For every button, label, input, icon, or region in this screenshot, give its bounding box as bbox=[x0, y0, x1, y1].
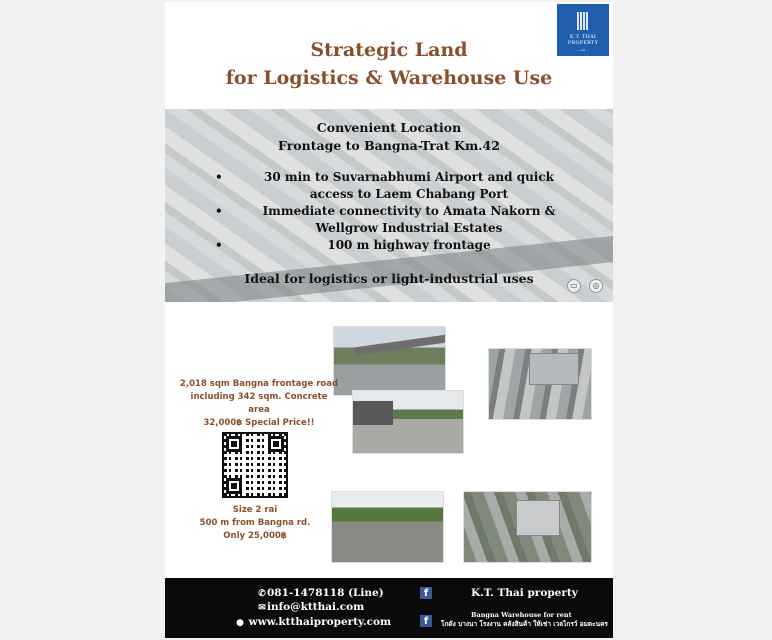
heading-line2: Frontage to Bangna-Trat Km.42 bbox=[278, 138, 500, 153]
email-contact[interactable] bbox=[257, 600, 364, 615]
email-icon: ✉ bbox=[258, 603, 266, 613]
warehouse-roof bbox=[529, 353, 579, 385]
feature-list bbox=[215, 169, 565, 254]
heading-line1: Convenient Location bbox=[316, 120, 462, 135]
feature-text: 100 m highway frontage bbox=[327, 238, 491, 252]
feature-item bbox=[215, 203, 565, 237]
feature-item bbox=[215, 237, 565, 254]
map-control-icon[interactable]: ▭ bbox=[567, 279, 581, 293]
listing-1-details bbox=[179, 378, 339, 430]
photo-aerial-land bbox=[463, 491, 592, 563]
photo-concrete-yard bbox=[352, 390, 464, 454]
title-line2: for Logistics & Warehouse Use bbox=[225, 67, 553, 89]
qr-code-icon[interactable] bbox=[222, 432, 288, 498]
feature-text: Immediate connectivity to Amata Nakorn & Wellgrow Industrial Estates bbox=[262, 204, 556, 235]
facebook-group-title[interactable]: Bangna Warehouse for rent bbox=[471, 611, 572, 619]
logo-name-line2: PROPERTY bbox=[567, 40, 599, 46]
website-contact[interactable] bbox=[235, 615, 391, 630]
overpass bbox=[354, 335, 446, 356]
bullet-icon: • bbox=[215, 238, 223, 252]
facebook-icon[interactable]: f bbox=[420, 615, 432, 627]
photo-vacant-land bbox=[331, 491, 444, 563]
qr-finder bbox=[226, 436, 242, 452]
listing-2-price: Only 25,000฿ bbox=[223, 531, 287, 541]
phone-icon: ✆ bbox=[258, 589, 266, 599]
facebook-icon[interactable]: f bbox=[420, 587, 432, 599]
listing-2-details bbox=[185, 504, 325, 543]
facebook-group-subtitle[interactable]: โกดัง บางนา โรงงาน คลังสินค้า ให้เช่า เวลไกรว์ อมตะนคร bbox=[441, 620, 608, 628]
feature-text: 30 min to Suvarnabhumi Airport and quick access to Laem Chabang Port bbox=[264, 170, 554, 201]
photo-site-highway bbox=[333, 326, 446, 396]
email-address: info@ktthai.com bbox=[267, 601, 365, 613]
listing-1-size: 2,018 sqm Bangna frontage road bbox=[179, 379, 339, 389]
feature-item bbox=[215, 169, 565, 203]
photo-aerial-warehouse bbox=[488, 348, 592, 420]
qr-finder bbox=[226, 478, 242, 494]
banner-text bbox=[165, 109, 613, 302]
logo-tagline: — est — bbox=[576, 48, 590, 52]
ideal-use: Ideal for logistics or light-industrial uses bbox=[244, 271, 534, 286]
banner-heading bbox=[165, 119, 613, 155]
phone-number: 081-1478118 (Line) bbox=[267, 587, 384, 599]
qr-finder bbox=[268, 436, 284, 452]
logo-name-line1: K.T. THAI bbox=[569, 34, 597, 40]
facebook-page-name[interactable]: K.T. Thai property bbox=[471, 587, 578, 599]
flyer bbox=[165, 2, 613, 638]
listing-1-price: 32,000฿ Special Price!! bbox=[203, 418, 315, 428]
bullet-icon: • bbox=[215, 170, 223, 184]
bullet-icon: • bbox=[215, 204, 223, 218]
listing-2-distance: 500 m from Bangna rd. bbox=[199, 518, 311, 528]
listing-2-size: Size 2 rai bbox=[232, 505, 278, 515]
shed bbox=[353, 401, 393, 425]
building-icon bbox=[577, 12, 589, 30]
phone-contact[interactable] bbox=[257, 586, 384, 601]
aerial-banner bbox=[165, 109, 613, 302]
listing-1-concrete: including 342 sqm. Concrete area bbox=[190, 392, 328, 415]
contact-footer bbox=[165, 578, 613, 638]
warehouse-roof bbox=[516, 500, 560, 536]
website-url: www.ktthaiproperty.com bbox=[248, 616, 392, 628]
compass-icon[interactable]: ◎ bbox=[589, 279, 603, 293]
globe-icon: ● bbox=[236, 618, 244, 628]
flyer-title bbox=[165, 36, 613, 92]
title-line1: Strategic Land bbox=[310, 39, 468, 61]
